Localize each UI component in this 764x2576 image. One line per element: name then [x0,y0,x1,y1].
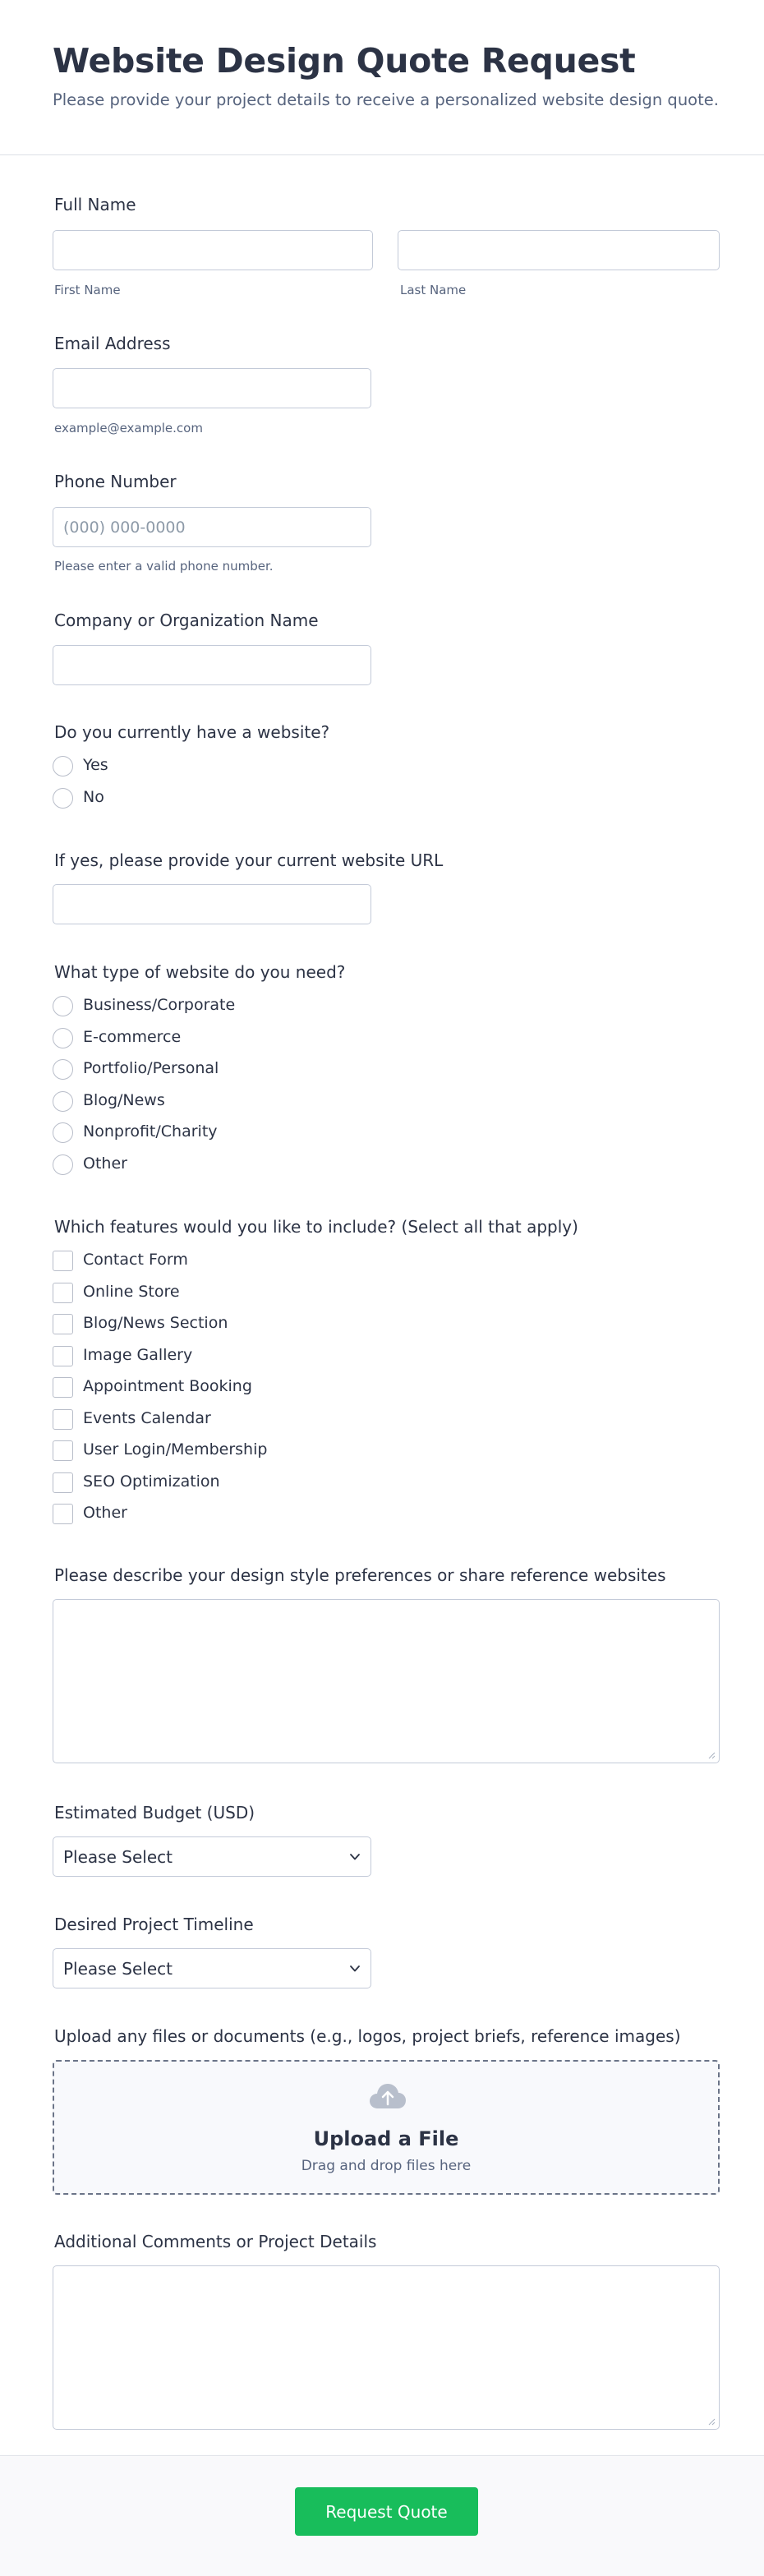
website-type-label: What type of website do you need? [54,962,346,982]
email-sublabel: example@example.com [54,421,203,435]
chevron-down-icon [349,1851,361,1863]
features-label: Which features would you like to include? (Select all that apply) [54,1217,578,1237]
radio-button[interactable] [53,1028,73,1048]
timeline-select[interactable] [53,1948,371,1988]
checkbox-label: Contact Form [83,1251,188,1269]
radio-label: No [83,788,104,806]
checkbox[interactable] [53,1346,73,1366]
full-name-label: Full Name [54,195,136,214]
file-upload-dropzone[interactable] [53,2060,720,2195]
radio-button[interactable] [53,1122,73,1143]
form-header [0,0,764,155]
checkbox-label: SEO Optimization [83,1472,220,1491]
page-subtitle: Please provide your project details to receive a personalized website design quote. [53,90,719,109]
upload-label: Upload any files or documents (e.g., logos, project briefs, reference images) [54,2026,681,2046]
upload-subtitle: Drag and drop files here [301,2158,472,2174]
radio-label: E-commerce [83,1028,182,1046]
company-label: Company or Organization Name [54,611,319,630]
comments-textarea[interactable] [53,2265,720,2430]
last-name-sublabel: Last Name [400,283,467,297]
resize-handle-icon[interactable] [707,1751,716,1759]
radio-label: Nonprofit/Charity [83,1122,218,1141]
has-website-label: Do you currently have a website? [54,722,330,742]
website-url-label: If yes, please provide your current website URL [54,850,444,870]
checkbox-label: Other [83,1504,127,1522]
phone-input[interactable] [53,507,371,547]
checkbox-label: Appointment Booking [83,1377,252,1395]
checkbox[interactable] [53,1314,73,1334]
website-url-input[interactable] [53,884,371,924]
resize-handle-icon[interactable] [707,2417,716,2426]
budget-select-value: Please Select [63,1847,173,1867]
radio-button[interactable] [53,996,73,1016]
checkbox[interactable] [53,1504,73,1524]
email-input[interactable] [53,368,371,408]
checkbox[interactable] [53,1283,73,1303]
chevron-down-icon [349,1963,361,1975]
radio-label: Yes [83,756,108,774]
checkbox[interactable] [53,1440,73,1461]
radio-label: Other [83,1154,127,1173]
style-preferences-textarea[interactable] [53,1599,720,1763]
phone-sublabel: Please enter a valid phone number. [54,559,274,574]
checkbox-label: User Login/Membership [83,1440,268,1459]
checkbox-label: Events Calendar [83,1409,211,1427]
checkbox[interactable] [53,1409,73,1430]
form-footer [0,2455,764,2576]
radio-button[interactable] [53,788,73,809]
checkbox[interactable] [53,1251,73,1271]
request-quote-button[interactable]: Request Quote [295,2487,478,2536]
style-preferences-label: Please describe your design style preferences or share reference websites [54,1565,666,1585]
first-name-sublabel: First Name [54,283,121,297]
timeline-label: Desired Project Timeline [54,1915,254,1934]
radio-label: Portfolio/Personal [83,1059,219,1077]
radio-button[interactable] [53,1059,73,1080]
last-name-input[interactable] [398,230,720,270]
radio-button[interactable] [53,1154,73,1175]
checkbox-label: Blog/News Section [83,1314,228,1332]
page-title: Website Design Quote Request [53,41,636,81]
checkbox[interactable] [53,1472,73,1493]
radio-button[interactable] [53,1091,73,1112]
email-label: Email Address [54,334,171,353]
checkbox[interactable] [53,1377,73,1398]
comments-label: Additional Comments or Project Details [54,2232,377,2251]
budget-label: Estimated Budget (USD) [54,1803,255,1823]
cloud-upload-icon [368,2081,407,2111]
phone-label: Phone Number [54,472,177,491]
radio-label: Business/Corporate [83,996,236,1014]
budget-select[interactable] [53,1836,371,1877]
radio-button[interactable] [53,756,73,776]
checkbox-label: Online Store [83,1283,180,1301]
timeline-select-value: Please Select [63,1959,173,1979]
radio-label: Blog/News [83,1091,165,1109]
checkbox-label: Image Gallery [83,1346,193,1364]
upload-title: Upload a File [313,2127,459,2150]
first-name-input[interactable] [53,230,373,270]
company-input[interactable] [53,645,371,685]
